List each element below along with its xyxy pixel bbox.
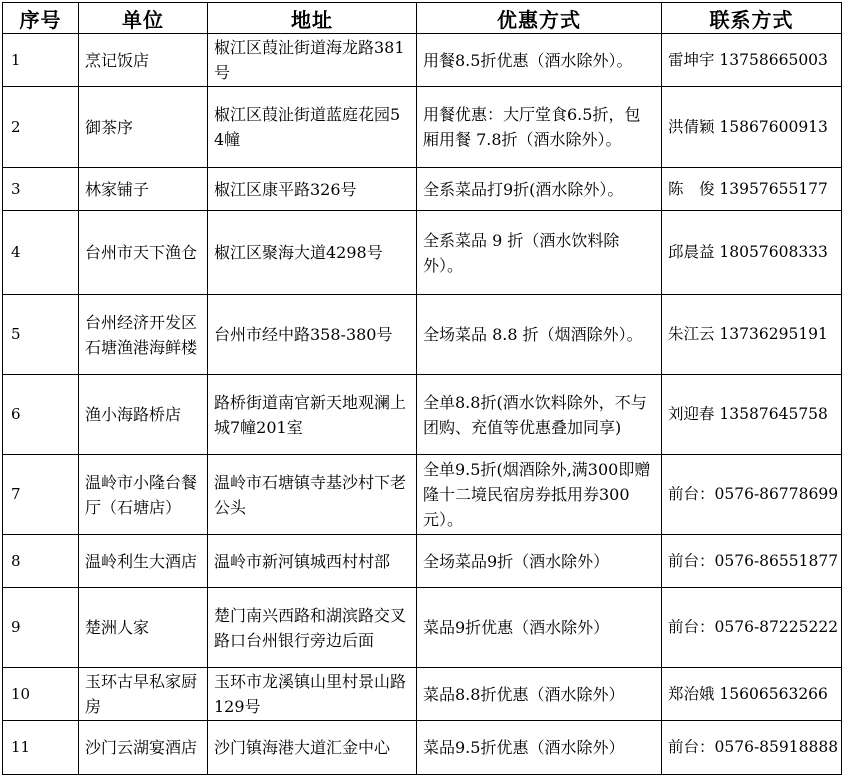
cell-unit: 玉环古早私家厨房	[79, 668, 208, 721]
cell-discount: 菜品9.5折优惠（酒水除外）	[417, 721, 662, 775]
cell-discount: 全单8.8折(酒水饮料除外，不与团购、充值等优惠叠加同享)	[417, 375, 662, 455]
header-contact: 联系方式	[662, 3, 842, 34]
cell-no: 4	[3, 211, 79, 295]
cell-contact: 刘迎春 13587645758	[662, 375, 842, 455]
cell-address: 椒江区康平路326号	[208, 168, 417, 211]
cell-contact: 洪倩颖 15867600913	[662, 87, 842, 168]
cell-contact: 朱江云 13736295191	[662, 295, 842, 375]
cell-unit: 台州市天下渔仓	[79, 211, 208, 295]
cell-contact: 前台：0576-86551877	[662, 535, 842, 588]
cell-no: 6	[3, 375, 79, 455]
cell-no: 3	[3, 168, 79, 211]
cell-address: 路桥街道南官新天地观澜上城7幢201室	[208, 375, 417, 455]
table-row	[3, 588, 842, 668]
cell-unit: 沙门云湖宴酒店	[79, 721, 208, 775]
table-row	[3, 168, 842, 211]
cell-unit: 烹记饭店	[79, 34, 208, 87]
cell-unit: 温岭利生大酒店	[79, 535, 208, 588]
cell-no: 5	[3, 295, 79, 375]
cell-address: 温岭市石塘镇寺基沙村下老公头	[208, 455, 417, 535]
table-row	[3, 211, 842, 295]
cell-address: 台州市经中路358-380号	[208, 295, 417, 375]
table-row	[3, 721, 842, 775]
cell-contact: 前台：0576-86778699	[662, 455, 842, 535]
cell-address: 玉环市龙溪镇山里村景山路129号	[208, 668, 417, 721]
cell-contact: 邱晨益 18057608333	[662, 211, 842, 295]
cell-unit: 林家铺子	[79, 168, 208, 211]
cell-address: 椒江区葭沚街道蓝庭花园54幢	[208, 87, 417, 168]
cell-discount: 全系菜品 9 折（酒水饮料除外）。	[417, 211, 662, 295]
cell-no: 1	[3, 34, 79, 87]
header-address: 地址	[208, 3, 417, 34]
table-row	[3, 34, 842, 87]
header-unit: 单位	[79, 3, 208, 34]
cell-no: 10	[3, 668, 79, 721]
cell-no: 11	[3, 721, 79, 775]
cell-discount: 全场菜品 8.8 折（烟酒除外）。	[417, 295, 662, 375]
cell-unit: 温岭市小隆台餐厅（石塘店）	[79, 455, 208, 535]
cell-contact: 郑治娥 15606563266	[662, 668, 842, 721]
table-row	[3, 295, 842, 375]
cell-address: 楚门南兴西路和湖滨路交叉路口台州银行旁边后面	[208, 588, 417, 668]
table-row	[3, 375, 842, 455]
cell-discount: 用餐8.5折优惠（酒水除外）。	[417, 34, 662, 87]
table-row	[3, 535, 842, 588]
cell-discount: 菜品8.8折优惠（酒水除外）	[417, 668, 662, 721]
header-no: 序号	[3, 3, 79, 34]
header-discount: 优惠方式	[417, 3, 662, 34]
cell-no: 7	[3, 455, 79, 535]
cell-address: 椒江区聚海大道4298号	[208, 211, 417, 295]
cell-discount: 菜品9折优惠（酒水除外）	[417, 588, 662, 668]
cell-discount: 用餐优惠：大厅堂食6.5折，包厢用餐 7.8折（酒水除外）。	[417, 87, 662, 168]
table-row	[3, 455, 842, 535]
cell-unit: 楚洲人家	[79, 588, 208, 668]
merchant-discount-table	[2, 2, 842, 775]
cell-contact: 前台：0576-85918888	[662, 721, 842, 775]
table-header-row	[3, 3, 842, 34]
cell-no: 2	[3, 87, 79, 168]
table-row	[3, 668, 842, 721]
cell-unit: 台州经济开发区石塘渔港海鲜楼	[79, 295, 208, 375]
cell-discount: 全场菜品9折（酒水除外）	[417, 535, 662, 588]
cell-unit: 御茶序	[79, 87, 208, 168]
cell-contact: 雷坤宇 13758665003	[662, 34, 842, 87]
cell-discount: 全系菜品打9折(酒水除外）。	[417, 168, 662, 211]
cell-contact: 陈 俊 13957655177	[662, 168, 842, 211]
cell-contact: 前台：0576-87225222	[662, 588, 842, 668]
cell-address: 沙门镇海港大道汇金中心	[208, 721, 417, 775]
cell-address: 温岭市新河镇城西村村部	[208, 535, 417, 588]
cell-unit: 渔小海路桥店	[79, 375, 208, 455]
cell-no: 9	[3, 588, 79, 668]
cell-discount: 全单9.5折(烟酒除外,满300即赠隆十二境民宿房券抵用券300元）。	[417, 455, 662, 535]
cell-no: 8	[3, 535, 79, 588]
cell-address: 椒江区葭沚街道海龙路381号	[208, 34, 417, 87]
table-row	[3, 87, 842, 168]
